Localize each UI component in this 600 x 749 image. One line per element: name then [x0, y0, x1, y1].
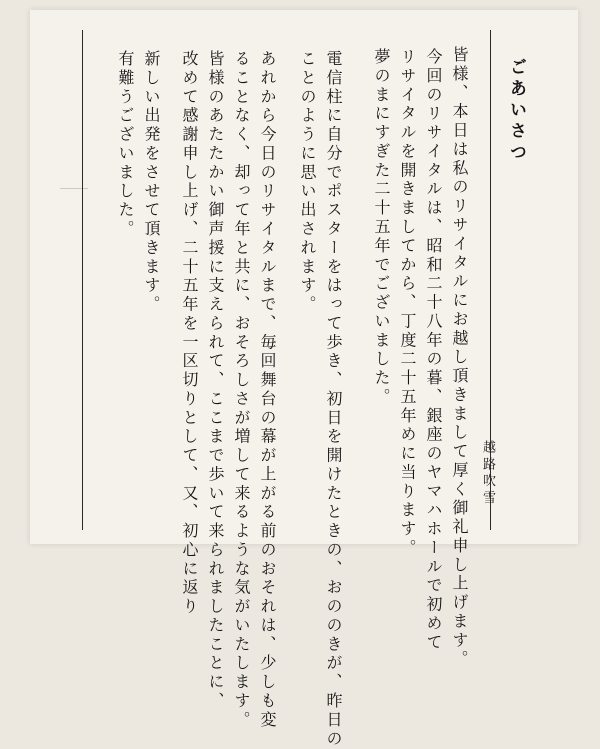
document-title: ごあいさつ — [506, 58, 526, 165]
body-line-11: 新しい出発をさせて頂きます。 — [142, 50, 161, 315]
body-line-5: 電信柱に自分でポスターをはって歩き、初日を開けたときの、おののきが、昨日の — [324, 50, 343, 749]
left-border-line — [82, 30, 83, 530]
body-line-8: ることなく、却って年と共に、おそろしさが増して来るような気がいたします。 — [232, 50, 251, 730]
body-line-10: 改めて感謝申し上げ、二十五年を一区切りとして、又、初心に返り — [180, 50, 199, 617]
body-line-4: 夢のまにすぎた二十五年でございました。 — [372, 48, 391, 407]
body-line-9: 皆様のあたたかい御声援に支えられて、ここまで歩いて来られましたことに、 — [206, 50, 225, 711]
body-line-6: ことのように思い出されます。 — [298, 50, 317, 315]
program-page — [30, 10, 578, 749]
body-line-2: 今回のリサイタルは、昭和二十八年の暮、銀座のヤマハホールで初めて — [424, 48, 443, 653]
body-line-12: 有難うございました。 — [116, 50, 135, 239]
body-line-1: 皆様、本日は私のリサイタルにお越し頂きまして厚く御礼申し上げます。 — [450, 46, 469, 670]
body-line-3: リサイタルを開きましてから、丁度二十五年めに当ります。 — [398, 48, 417, 558]
author-name: 越路吹雪 — [480, 440, 495, 508]
body-line-7: あれから今日のリサイタルまで、毎回舞台の幕が上がる前のおそれは、少しも変 — [258, 50, 277, 730]
